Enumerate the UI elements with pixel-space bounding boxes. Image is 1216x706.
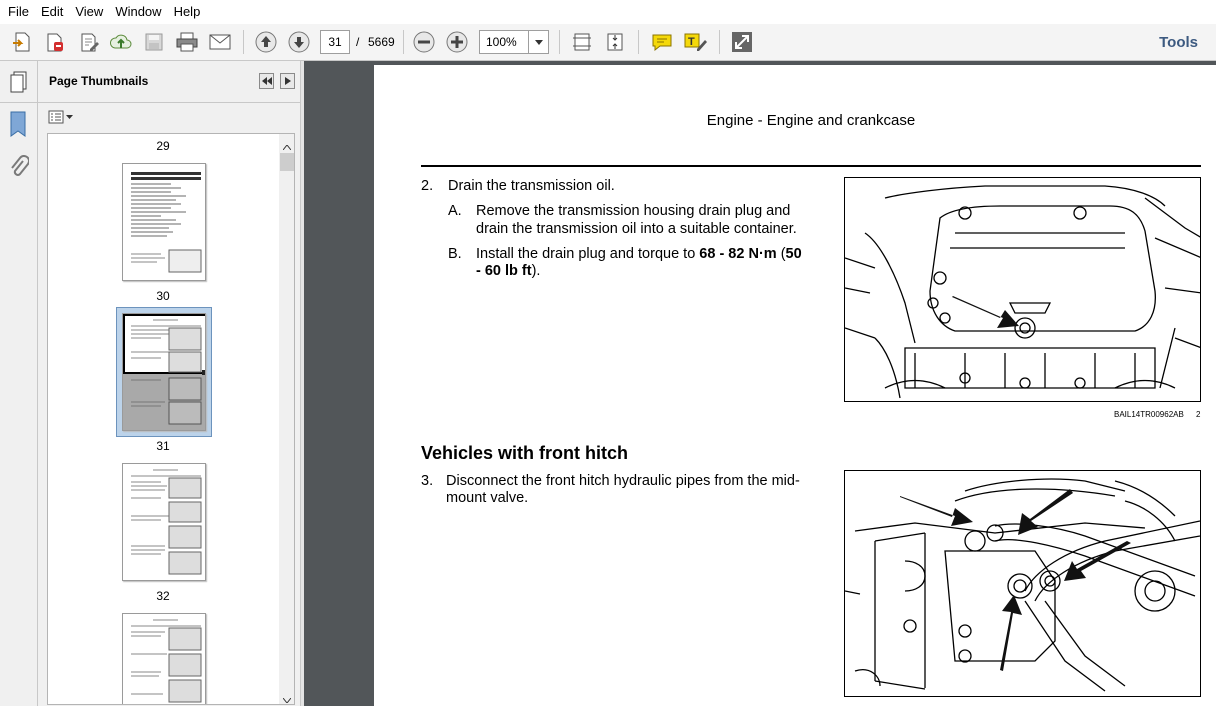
page-number-input[interactable]: 31 — [320, 30, 350, 54]
page-header: Engine - Engine and crankcase — [706, 112, 916, 129]
edit-pdf-icon[interactable] — [76, 29, 102, 55]
zoom-value: 100% — [486, 35, 517, 49]
section-heading: Vehicles with front hitch — [421, 443, 629, 463]
toolbar-separator — [638, 30, 639, 54]
thumbnail-options-menu[interactable] — [48, 109, 76, 125]
figure-caption: BAIL14TR00962AB — [1114, 410, 1184, 419]
substep-letter: A. — [448, 203, 462, 219]
toolbar-separator — [559, 30, 560, 54]
thumbnail-page-30[interactable] — [122, 313, 206, 431]
document-viewer[interactable] — [304, 61, 1216, 706]
torque-instruction-line2 — [476, 263, 540, 280]
toolbar-separator — [403, 30, 404, 54]
page-thumbnails-toggle-icon[interactable] — [10, 71, 28, 96]
header-rule — [421, 165, 1201, 167]
torque-instruction — [476, 246, 802, 263]
bookmark-icon[interactable] — [9, 111, 27, 140]
panel-title: Page Thumbnails — [49, 74, 149, 88]
toolbar-separator — [243, 30, 244, 54]
panel-forward-icon[interactable] — [280, 73, 295, 89]
toolbar — [0, 24, 1216, 61]
page-separator: / — [356, 35, 360, 49]
thumbnail-label: 30 — [156, 289, 170, 303]
step-number: 2. — [421, 178, 434, 194]
navigation-rail — [0, 61, 38, 706]
pdf-page — [374, 65, 1216, 706]
thumbnail-page-32[interactable] — [122, 613, 206, 705]
previous-page-icon[interactable] — [253, 29, 279, 55]
comment-icon[interactable] — [649, 29, 675, 55]
panel-header — [38, 61, 300, 103]
create-pdf-icon[interactable] — [9, 29, 35, 55]
highlight-text-icon[interactable] — [683, 29, 709, 55]
scroll-down-icon[interactable] — [283, 692, 291, 705]
total-pages: 5669 — [368, 35, 395, 49]
zoom-select[interactable] — [479, 30, 549, 54]
step-number: 3. — [421, 473, 434, 489]
thumbnail-label: 31 — [156, 439, 170, 453]
combine-files-icon[interactable] — [42, 29, 68, 55]
scroll-up-icon[interactable] — [283, 139, 291, 153]
collapse-panel-icon[interactable] — [259, 73, 274, 89]
next-page-icon[interactable] — [286, 29, 312, 55]
svg-text:T: T — [688, 36, 695, 48]
thumbnail-page-29[interactable] — [122, 163, 206, 281]
torque-paren: ( — [776, 246, 786, 262]
torque-text: Install the drain plug and torque to — [476, 246, 700, 262]
upload-cloud-icon[interactable] — [108, 29, 134, 55]
substep-text: drain the transmission oil into a suitable container. — [476, 221, 797, 237]
fit-page-scroll-icon[interactable] — [569, 29, 595, 55]
save-icon[interactable] — [141, 29, 167, 55]
torque-value-imperial-start: 50 — [785, 246, 802, 262]
zoom-out-icon[interactable] — [411, 29, 437, 55]
scrollbar-thumb[interactable] — [280, 153, 294, 171]
substep-letter: B. — [448, 246, 462, 262]
fit-window-icon[interactable] — [602, 29, 628, 55]
print-icon[interactable] — [174, 29, 200, 55]
tools-button[interactable]: Tools — [1159, 34, 1198, 51]
full-screen-icon[interactable] — [729, 29, 755, 55]
thumbnail-label: 32 — [156, 589, 170, 603]
menu-help[interactable]: Help — [173, 4, 201, 19]
figure-number: 2 — [1196, 410, 1201, 419]
thumbnail-page-31[interactable] — [122, 463, 206, 581]
menu-bar — [0, 0, 1216, 24]
toolbar-separator — [719, 30, 720, 54]
step-text: Drain the transmission oil. — [448, 178, 615, 194]
thumbnail-list[interactable] — [47, 133, 295, 705]
torque-close: ). — [531, 263, 541, 279]
chevron-down-icon[interactable] — [528, 31, 548, 53]
torque-value-metric: 68 - 82 N·m — [699, 246, 777, 262]
menu-edit[interactable]: Edit — [40, 4, 64, 19]
thumbnail-label: 29 — [156, 139, 170, 153]
rail-header — [0, 61, 38, 103]
thumbnail-scrollbar[interactable] — [279, 134, 295, 704]
menu-window[interactable]: Window — [115, 4, 162, 19]
page-thumbnails-panel — [38, 61, 300, 706]
torque-value-imperial-end: - 60 lb ft — [476, 263, 532, 279]
zoom-in-icon[interactable] — [444, 29, 470, 55]
substep-text: Remove the transmission housing drain plug and — [476, 203, 791, 219]
attachment-icon[interactable] — [9, 155, 29, 182]
drain-plug-illustration — [844, 177, 1201, 402]
menu-view[interactable]: View — [75, 4, 104, 19]
email-icon[interactable] — [207, 29, 233, 55]
menu-file[interactable]: File — [8, 4, 29, 19]
hydraulic-pipes-illustration — [844, 470, 1201, 697]
step-text: Disconnect the front hitch hydraulic pipes from the mid- — [446, 473, 800, 489]
step-text: mount valve. — [446, 490, 529, 506]
